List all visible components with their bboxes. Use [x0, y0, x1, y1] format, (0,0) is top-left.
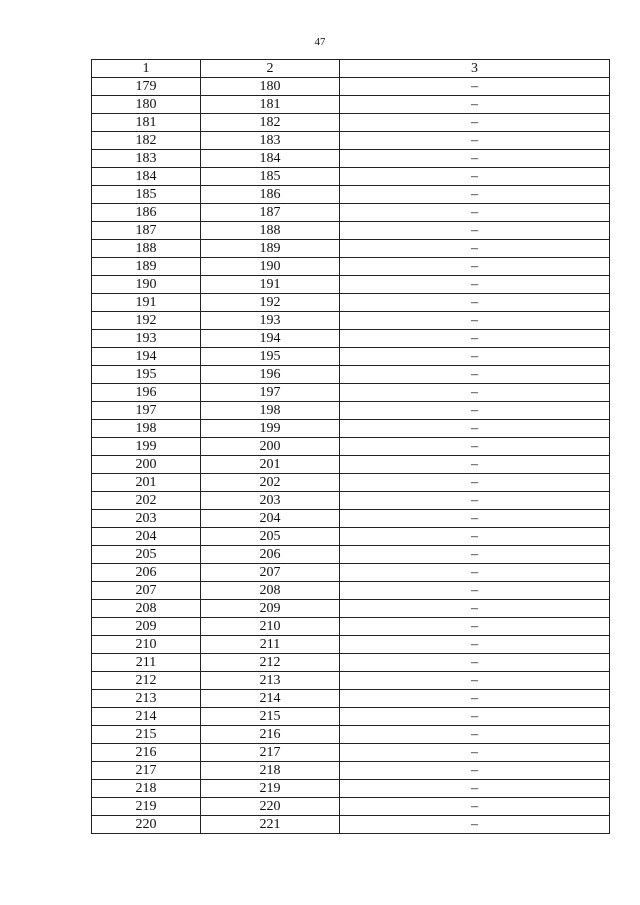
table-cell-col-2: 203 [201, 492, 340, 510]
table-cell-col-1: 216 [92, 744, 201, 762]
table-cell-col-3: – [340, 132, 610, 150]
table-cell-col-3: – [340, 240, 610, 258]
table-row [92, 582, 610, 600]
table-row [92, 564, 610, 582]
table-cell-col-3: – [340, 114, 610, 132]
table-cell-col-2: 192 [201, 294, 340, 312]
table-cell-col-2: 200 [201, 438, 340, 456]
table-cell-col-2: 181 [201, 96, 340, 114]
table-cell-col-1: 204 [92, 528, 201, 546]
table-row [92, 258, 610, 276]
table-cell-col-3: – [340, 186, 610, 204]
table-row [92, 456, 610, 474]
table-cell-col-3: – [340, 204, 610, 222]
table-row [92, 402, 610, 420]
table-row [92, 744, 610, 762]
table-cell-col-1: 218 [92, 780, 201, 798]
table-cell-col-1: 191 [92, 294, 201, 312]
table-cell-col-1: 206 [92, 564, 201, 582]
table-row [92, 780, 610, 798]
table-cell-col-3: – [340, 420, 610, 438]
table-cell-col-1: 190 [92, 276, 201, 294]
table-cell-col-2: 210 [201, 618, 340, 636]
data-table [91, 59, 610, 834]
table-cell-col-3: – [340, 726, 610, 744]
table-cell-col-1: 196 [92, 384, 201, 402]
table-cell-col-1: 184 [92, 168, 201, 186]
table-cell-col-2: 220 [201, 798, 340, 816]
table-row [92, 708, 610, 726]
table-cell-col-3: – [340, 762, 610, 780]
table-cell-col-3: – [340, 276, 610, 294]
table-cell-col-3: – [340, 222, 610, 240]
table-cell-col-1: 181 [92, 114, 201, 132]
table-row [92, 546, 610, 564]
column-header-3: 3 [340, 60, 610, 78]
table-cell-col-2: 219 [201, 780, 340, 798]
table-cell-col-3: – [340, 492, 610, 510]
table-cell-col-2: 212 [201, 654, 340, 672]
table-cell-col-3: – [340, 636, 610, 654]
table-cell-col-3: – [340, 546, 610, 564]
table-cell-col-3: – [340, 402, 610, 420]
table-cell-col-2: 213 [201, 672, 340, 690]
table-cell-col-3: – [340, 150, 610, 168]
table-row [92, 600, 610, 618]
table-cell-col-3: – [340, 798, 610, 816]
table-body [92, 78, 610, 834]
table-cell-col-2: 186 [201, 186, 340, 204]
table-cell-col-3: – [340, 618, 610, 636]
table-cell-col-1: 186 [92, 204, 201, 222]
table-cell-col-1: 220 [92, 816, 201, 834]
table-cell-col-1: 185 [92, 186, 201, 204]
table-cell-col-3: – [340, 78, 610, 96]
table-cell-col-3: – [340, 330, 610, 348]
table-cell-col-2: 194 [201, 330, 340, 348]
table-cell-col-2: 187 [201, 204, 340, 222]
table-cell-col-2: 201 [201, 456, 340, 474]
table-cell-col-3: – [340, 510, 610, 528]
table-row [92, 78, 610, 96]
table-cell-col-3: – [340, 438, 610, 456]
table-row [92, 240, 610, 258]
table-cell-col-2: 208 [201, 582, 340, 600]
table-row [92, 366, 610, 384]
table-cell-col-1: 210 [92, 636, 201, 654]
table-cell-col-1: 205 [92, 546, 201, 564]
table-cell-col-1: 198 [92, 420, 201, 438]
table-cell-col-3: – [340, 384, 610, 402]
header-row [92, 60, 610, 78]
table-cell-col-2: 185 [201, 168, 340, 186]
column-header-1: 1 [92, 60, 201, 78]
table-row [92, 528, 610, 546]
table-cell-col-2: 206 [201, 546, 340, 564]
table-cell-col-3: – [340, 744, 610, 762]
table-cell-col-2: 204 [201, 510, 340, 528]
table-cell-col-2: 183 [201, 132, 340, 150]
table-cell-col-1: 209 [92, 618, 201, 636]
table-cell-col-1: 213 [92, 690, 201, 708]
table-row [92, 204, 610, 222]
table-cell-col-1: 197 [92, 402, 201, 420]
table-cell-col-2: 182 [201, 114, 340, 132]
table-cell-col-3: – [340, 168, 610, 186]
table-row [92, 168, 610, 186]
table-row [92, 618, 610, 636]
table-cell-col-1: 211 [92, 654, 201, 672]
table-row [92, 420, 610, 438]
table-cell-col-3: – [340, 258, 610, 276]
table-row [92, 492, 610, 510]
table-cell-col-3: – [340, 564, 610, 582]
table-cell-col-2: 195 [201, 348, 340, 366]
table-cell-col-1: 208 [92, 600, 201, 618]
table-cell-col-2: 180 [201, 78, 340, 96]
table-cell-col-2: 190 [201, 258, 340, 276]
table-cell-col-1: 193 [92, 330, 201, 348]
table-cell-col-2: 221 [201, 816, 340, 834]
table-cell-col-1: 203 [92, 510, 201, 528]
table-row [92, 330, 610, 348]
table-row [92, 690, 610, 708]
table-cell-col-1: 180 [92, 96, 201, 114]
table-cell-col-2: 215 [201, 708, 340, 726]
table-cell-col-1: 189 [92, 258, 201, 276]
table-row [92, 636, 610, 654]
table-cell-col-2: 199 [201, 420, 340, 438]
table-cell-col-3: – [340, 366, 610, 384]
table-row [92, 186, 610, 204]
table-cell-col-1: 215 [92, 726, 201, 744]
table-cell-col-2: 209 [201, 600, 340, 618]
table-row [92, 348, 610, 366]
table-cell-col-2: 196 [201, 366, 340, 384]
table-cell-col-2: 193 [201, 312, 340, 330]
table-cell-col-2: 202 [201, 474, 340, 492]
table-cell-col-3: – [340, 780, 610, 798]
table-cell-col-1: 199 [92, 438, 201, 456]
table-cell-col-1: 195 [92, 366, 201, 384]
table-row [92, 474, 610, 492]
table-cell-col-2: 189 [201, 240, 340, 258]
table-cell-col-2: 205 [201, 528, 340, 546]
table-row [92, 276, 610, 294]
table-cell-col-3: – [340, 528, 610, 546]
table-row [92, 96, 610, 114]
table-cell-col-1: 219 [92, 798, 201, 816]
table-cell-col-2: 197 [201, 384, 340, 402]
table-cell-col-2: 191 [201, 276, 340, 294]
column-header-2: 2 [201, 60, 340, 78]
table-cell-col-3: – [340, 708, 610, 726]
table-cell-col-2: 217 [201, 744, 340, 762]
table-cell-col-3: – [340, 348, 610, 366]
table-cell-col-1: 200 [92, 456, 201, 474]
table-row [92, 150, 610, 168]
table-cell-col-3: – [340, 474, 610, 492]
table-row [92, 816, 610, 834]
table-cell-col-1: 187 [92, 222, 201, 240]
table-row [92, 672, 610, 690]
table-cell-col-2: 184 [201, 150, 340, 168]
table-cell-col-3: – [340, 312, 610, 330]
table-cell-col-2: 216 [201, 726, 340, 744]
table-cell-col-1: 207 [92, 582, 201, 600]
table-row [92, 132, 610, 150]
table-row [92, 114, 610, 132]
table-cell-col-1: 183 [92, 150, 201, 168]
table-cell-col-1: 179 [92, 78, 201, 96]
table-cell-col-3: – [340, 654, 610, 672]
table-row [92, 654, 610, 672]
table-cell-col-1: 192 [92, 312, 201, 330]
table-row [92, 726, 610, 744]
table-cell-col-3: – [340, 96, 610, 114]
table-cell-col-1: 201 [92, 474, 201, 492]
table-cell-col-3: – [340, 690, 610, 708]
table-cell-col-1: 217 [92, 762, 201, 780]
table-row [92, 312, 610, 330]
table-cell-col-1: 194 [92, 348, 201, 366]
table-cell-col-3: – [340, 456, 610, 474]
table-cell-col-2: 188 [201, 222, 340, 240]
table-cell-col-1: 212 [92, 672, 201, 690]
table-cell-col-2: 214 [201, 690, 340, 708]
table-cell-col-3: – [340, 600, 610, 618]
table-cell-col-3: – [340, 672, 610, 690]
table-cell-col-1: 214 [92, 708, 201, 726]
table-row [92, 798, 610, 816]
table-row [92, 384, 610, 402]
table-cell-col-2: 211 [201, 636, 340, 654]
page-number: 47 [314, 36, 326, 48]
table-cell-col-1: 182 [92, 132, 201, 150]
table-cell-col-1: 188 [92, 240, 201, 258]
table-row [92, 438, 610, 456]
table-cell-col-3: – [340, 816, 610, 834]
table-row [92, 762, 610, 780]
table-cell-col-3: – [340, 582, 610, 600]
table-cell-col-2: 218 [201, 762, 340, 780]
table-cell-col-3: – [340, 294, 610, 312]
table-cell-col-2: 198 [201, 402, 340, 420]
table-row [92, 294, 610, 312]
table-cell-col-2: 207 [201, 564, 340, 582]
table-row [92, 222, 610, 240]
table-header [92, 60, 610, 78]
table-row [92, 510, 610, 528]
table-cell-col-1: 202 [92, 492, 201, 510]
